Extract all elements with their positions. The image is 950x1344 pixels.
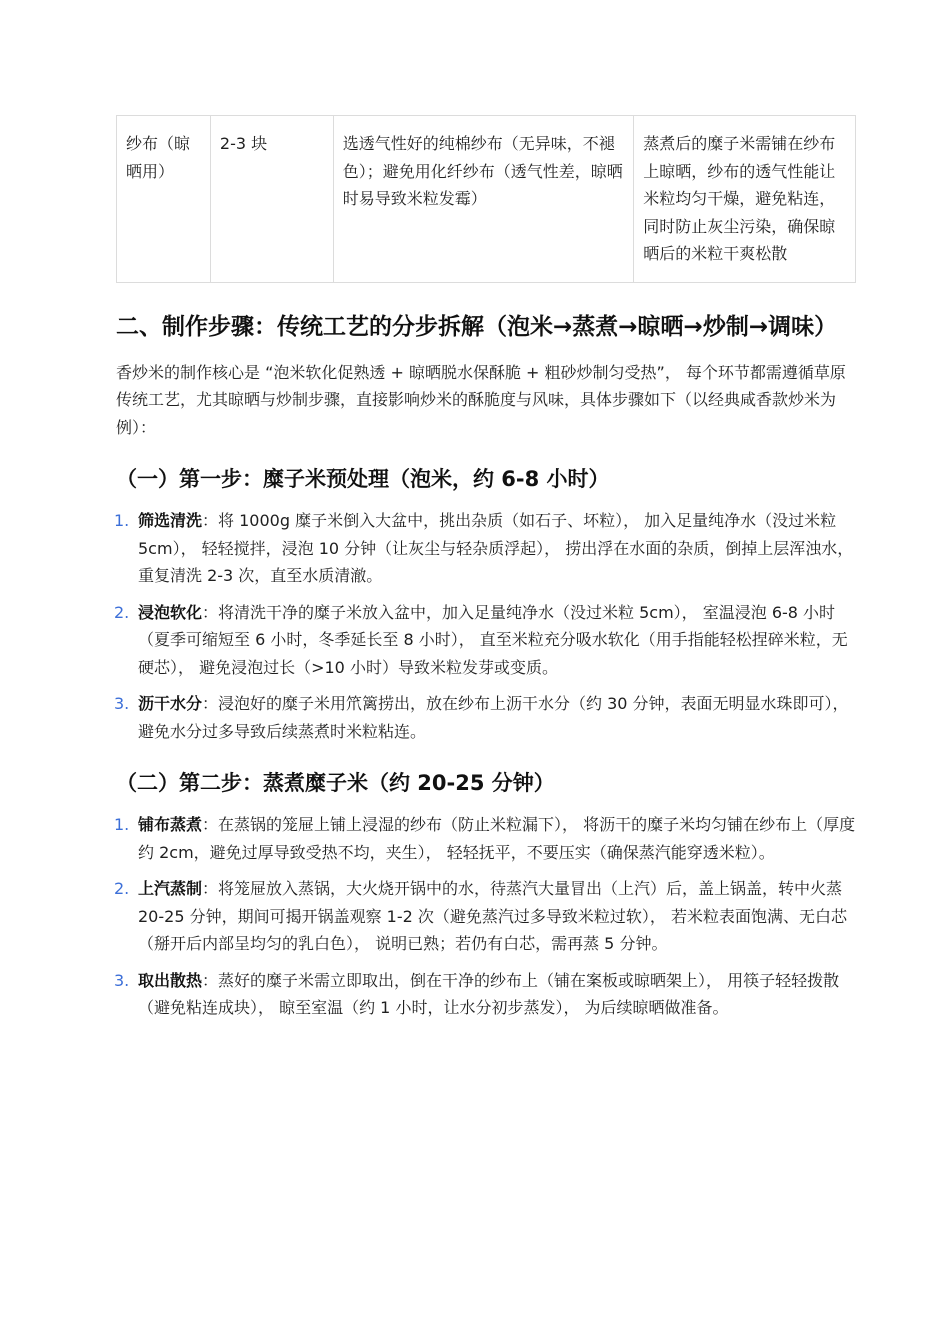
list-item xyxy=(116,599,856,682)
section-intro: 香炒米的制作核心是 “泡米软化促熟透 + 晾晒脱水保酥脆 + 粗砂炒制匀受热”， 每个环节都需遵循草原传统工艺，尤其晾晒与炒制步骤，直接影响炒米的酥脆度与风味，具体步骤如下（以经典咸香款炒米为例）： xyxy=(116,362,846,437)
list-item-label: 浸泡软化 xyxy=(138,602,203,622)
list-item-label: 上汽蒸制 xyxy=(138,879,203,898)
list-item-label: 取出散热 xyxy=(138,970,203,990)
table-row xyxy=(117,116,856,283)
step1-list xyxy=(116,507,856,745)
list-number: 2. xyxy=(114,602,130,622)
list-number: 1. xyxy=(114,511,130,530)
list-item-label: 铺布蒸煮 xyxy=(138,815,203,834)
table-cell-quantity: 2-3 块 xyxy=(210,116,333,283)
list-item xyxy=(116,875,856,958)
list-item-text: ：将 1000g 糜子米倒入大盆中，挑出杂质（如石子、坏粒）， 加入足量纯净水（没过米粒 5cm）， 轻轻搅拌，浸泡 10 分钟（让灰尘与轻杂质浮起）， 捞出浮在水面的杂质，倒掉上层浑浊水，重复清洗 2-3 次，直至水质清澈。 xyxy=(138,511,854,585)
list-number: 2. xyxy=(114,879,130,898)
list-item-label: 筛选清洗 xyxy=(138,511,203,530)
table-cell-requirement: 选透气性好的纯棉纱布（无异味，不褪色）；避免用化纤纱布（透气性差，晾晒时易导致米粒发霉） xyxy=(333,116,634,283)
list-item-text: ：将笼屉放入蒸锅，大火烧开锅中的水，待蒸汽大量冒出（上汽）后，盖上锅盖，转中火蒸 20-25 分钟，期间可揭开锅盖观察 1-2 次（避免蒸汽过多导致米粒过软）， 若米粒表面饱满、无白芯（掰开后内部呈均匀的乳白色）， 说明已熟；若仍有白芯，需再蒸 5 分钟。 xyxy=(138,879,847,953)
list-number: 3. xyxy=(114,970,130,990)
step2-heading: （二）第二步：蒸煮糜子米（约 20-25 分钟） xyxy=(116,771,555,795)
section-heading: 二、制作步骤：传统工艺的分步拆解（泡米→蒸煮→晾晒→炒制→调味） xyxy=(116,313,838,340)
list-item xyxy=(116,811,856,866)
list-item-text: ：蒸好的糜子米需立即取出，倒在干净的纱布上（铺在案板或晾晒架上）， 用筷子轻轻拨散（避免粘连成块）， 晾至室温（约 1 小时，让水分初步蒸发）， 为后续晾晒做准备。 xyxy=(138,970,840,1017)
list-number: 3. xyxy=(114,694,130,713)
list-item-text: ：将清洗干净的糜子米放入盆中，加入足量纯净水（没过米粒 5cm）， 室温浸泡 6-8 小时（夏季可缩短至 6 小时，冬季延长至 8 小时）， 直至米粒充分吸水软化（用手指能轻松捏碎米粒，无硬芯）， 避免浸泡过长（>10 小时）导致米粒发芽或变质。 xyxy=(138,602,848,677)
list-number: 1. xyxy=(114,815,130,834)
step2-list xyxy=(116,811,856,1022)
list-item-text: ：在蒸锅的笼屉上铺上浸湿的纱布（防止米粒漏下）， 将沥干的糜子米均匀铺在纱布上（厚度约 2cm，避免过厚导致受热不均，夹生）， 轻轻抚平，不要压实（确保蒸汽能穿透米粒）。 xyxy=(138,815,856,862)
list-item xyxy=(116,507,856,590)
table-cell-purpose: 蒸煮后的糜子米需铺在纱布上晾晒，纱布的透气性能让米粒均匀干燥，避免粘连，同时防止灰尘污染，确保晾晒后的米粒干爽松散 xyxy=(634,116,856,283)
step1-heading: （一）第一步：糜子米预处理（泡米，约 6-8 小时） xyxy=(116,467,610,491)
list-item xyxy=(116,690,856,745)
list-item-label: 沥干水分 xyxy=(138,694,203,713)
document-page xyxy=(116,115,856,1031)
list-item xyxy=(116,967,856,1022)
table-cell-item: 纱布（晾晒用） xyxy=(117,116,211,283)
list-item-text: ：浸泡好的糜子米用笊篱捞出，放在纱布上沥干水分（约 30 分钟，表面无明显水珠即可）， 避免水分过多导致后续蒸煮时米粒粘连。 xyxy=(138,694,849,741)
materials-table xyxy=(116,115,856,283)
